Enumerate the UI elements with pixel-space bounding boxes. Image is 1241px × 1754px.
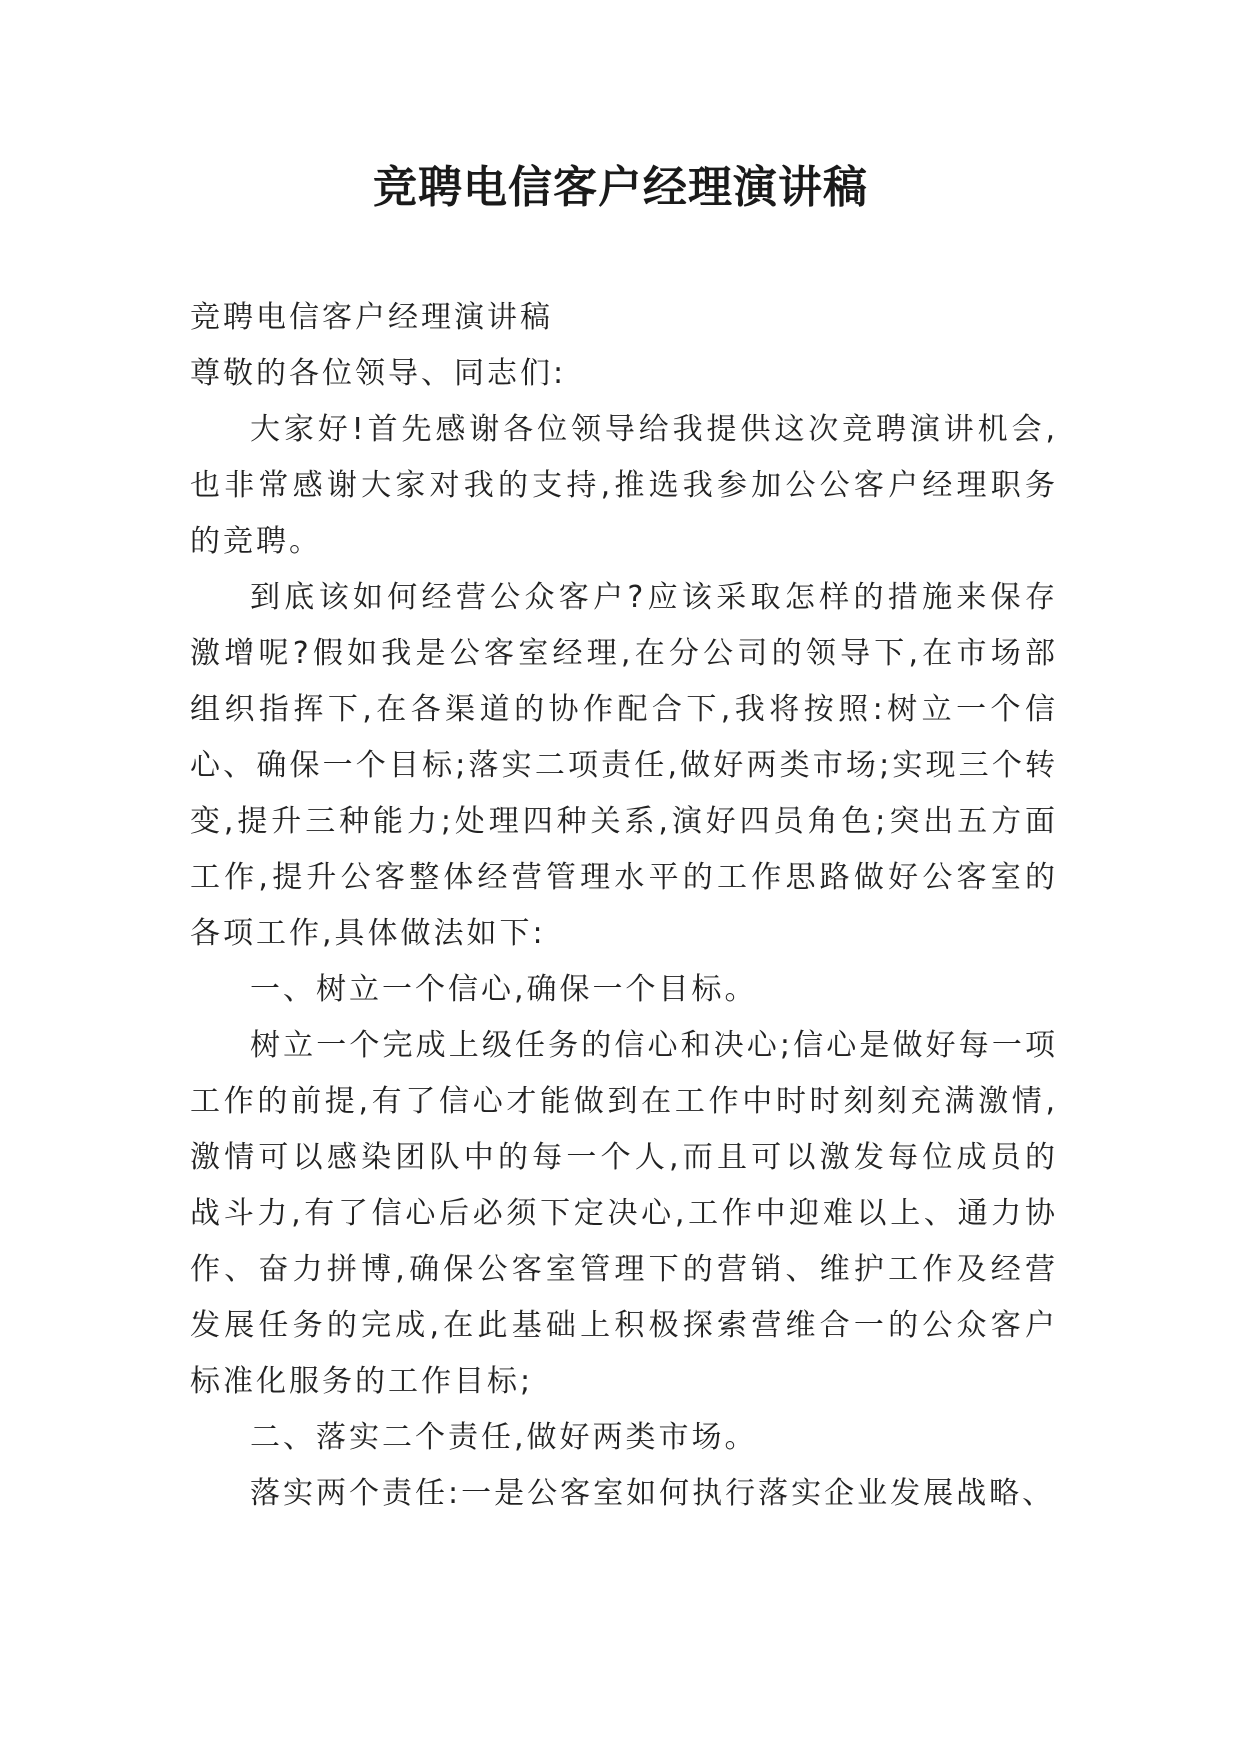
section-heading-2: 二、落实二个责任,做好两类市场。 bbox=[250, 1420, 758, 1455]
paragraph-confidence: 树立一个完成上级任务的信心和决心;信心是做好每一项工作的前提,有了信心才能做到在工作中时时刻刻充满激情,激情可以感染团队中的每一个人,而且可以激发每位成员的战斗力,有了信心后必须下定决心,工作中迎难以上、通力协作、奋力拼博,确保公客室管理下的营销、维护工作及经营发展任务的完成,在此基础上积极探索营维合一的公众客户标准化服务的工作目标; bbox=[190, 1028, 1058, 1399]
section-heading-1: 一、树立一个信心,确保一个目标。 bbox=[250, 972, 758, 1007]
paragraph-heading-repeat: 竞聘电信客户经理演讲稿 bbox=[190, 300, 553, 335]
document-body bbox=[190, 290, 1058, 1522]
document-title: 竞聘电信客户经理演讲稿 bbox=[373, 162, 868, 213]
paragraph-responsibilities: 落实两个责任:一是公客室如何执行落实企业发展战略、 bbox=[250, 1476, 1056, 1511]
paragraph-greeting: 大家好!首先感谢各位领导给我提供这次竞聘演讲机会,也非常感谢大家对我的支持,推选我参加公公客户经理职务的竞聘。 bbox=[190, 412, 1058, 559]
paragraph-approach: 到底该如何经营公众客户?应该采取怎样的措施来保存激增呢?假如我是公客室经理,在分公司的领导下,在市场部组织指挥下,在各渠道的协作配合下,我将按照:树立一个信心、确保一个目标;落实二项责任,做好两类市场;实现三个转变,提升三种能力;处理四种关系,演好四员角色;突出五方面工作,提升公客整体经营管理水平的工作思路做好公客室的各项工作,具体做法如下: bbox=[190, 580, 1058, 951]
paragraph-salutation: 尊敬的各位领导、同志们: bbox=[190, 356, 567, 391]
